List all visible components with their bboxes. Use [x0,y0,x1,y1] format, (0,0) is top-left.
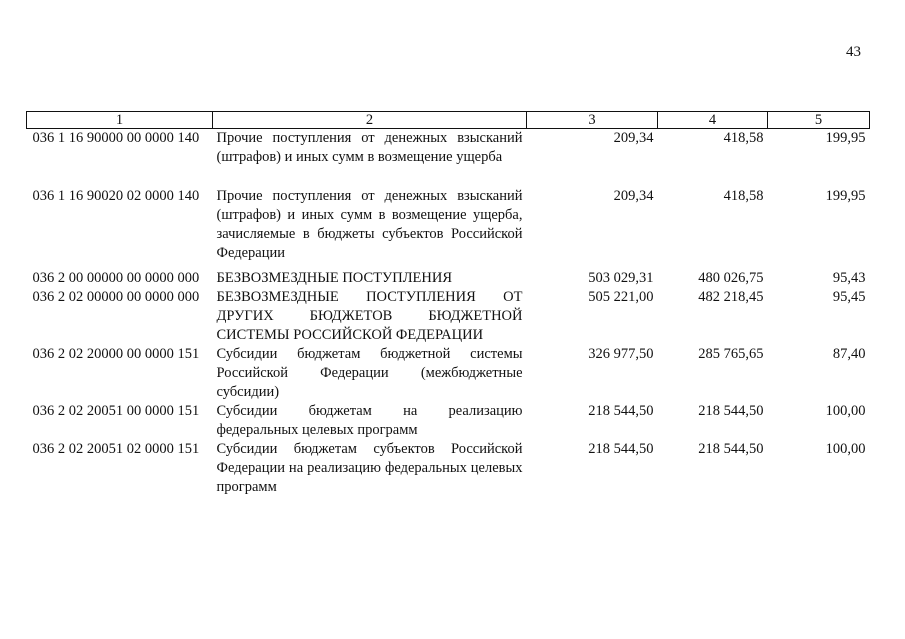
table-row [27,187,870,269]
value-col-5: 199,95 [825,188,866,204]
value-col-4: 218 544,50 [698,441,764,457]
column-header-4: 4 [658,112,768,129]
value-col-3: 209,34 [613,130,654,146]
value-col-3: 503 029,31 [588,270,654,286]
budget-table [26,111,870,497]
value-col-4: 285 765,65 [698,346,764,362]
value-col-4: 218 544,50 [698,403,764,419]
income-description: БЕЗВОЗМЕЗДНЫЕ ПОСТУПЛЕНИЯ [216,270,453,286]
budget-code: 036 1 16 90000 00 0000 140 [32,130,200,146]
table-row [27,129,870,188]
value-col-3: 209,34 [613,188,654,204]
budget-code: 036 2 02 20051 00 0000 151 [32,403,200,419]
budget-code: 036 2 00 00000 00 0000 000 [32,270,200,286]
value-col-4: 480 026,75 [698,270,764,286]
table-row [27,345,870,402]
value-col-4: 482 218,45 [698,289,764,305]
table-row [27,402,870,440]
budget-code: 036 2 02 00000 00 0000 000 [32,289,200,305]
income-description: Прочие поступления от денежных взысканий (штрафов) и иных сумм в возмещение ущерба, зачисляемые в бюджеты субъектов Российской Федерации [216,188,523,261]
value-col-5: 95,43 [832,270,866,286]
header-row [27,112,870,129]
column-header-2: 2 [213,112,527,129]
page-number: 43 [846,44,861,60]
value-col-4: 418,58 [723,188,764,204]
income-description: Субсидии бюджетам на реализацию федеральных целевых программ [216,403,523,438]
table-row [27,269,870,288]
budget-code: 036 2 02 20000 00 0000 151 [32,346,200,362]
income-description: Субсидии бюджетам субъектов Российской Федерации на реализацию федеральных целевых программ [216,441,523,495]
value-col-3: 218 544,50 [588,441,654,457]
budget-code: 036 1 16 90020 02 0000 140 [32,188,200,204]
column-header-1: 1 [27,112,213,129]
income-description: Прочие поступления от денежных взысканий (штрафов) и иных сумм в возмещение ущерба [216,130,523,165]
value-col-5: 100,00 [825,403,866,419]
income-description: Субсидии бюджетам бюджетной системы Российской Федерации (межбюджетные субсидии) [216,346,523,400]
table-row [27,440,870,497]
value-col-5: 100,00 [825,441,866,457]
value-col-5: 95,45 [832,289,866,305]
income-description: БЕЗВОЗМЕЗДНЫЕ ПОСТУПЛЕНИЯ ОТ ДРУГИХ БЮДЖЕТОВ БЮДЖЕТНОЙ СИСТЕМЫ РОССИЙСКОЙ ФЕДЕРАЦИИ [216,289,523,343]
budget-code: 036 2 02 20051 02 0000 151 [32,441,200,457]
value-col-3: 326 977,50 [588,346,654,362]
value-col-5: 199,95 [825,130,866,146]
table-row [27,288,870,345]
value-col-3: 218 544,50 [588,403,654,419]
value-col-3: 505 221,00 [588,289,654,305]
value-col-5: 87,40 [832,346,866,362]
value-col-4: 418,58 [723,130,764,146]
column-header-5: 5 [768,112,870,129]
column-header-3: 3 [527,112,658,129]
